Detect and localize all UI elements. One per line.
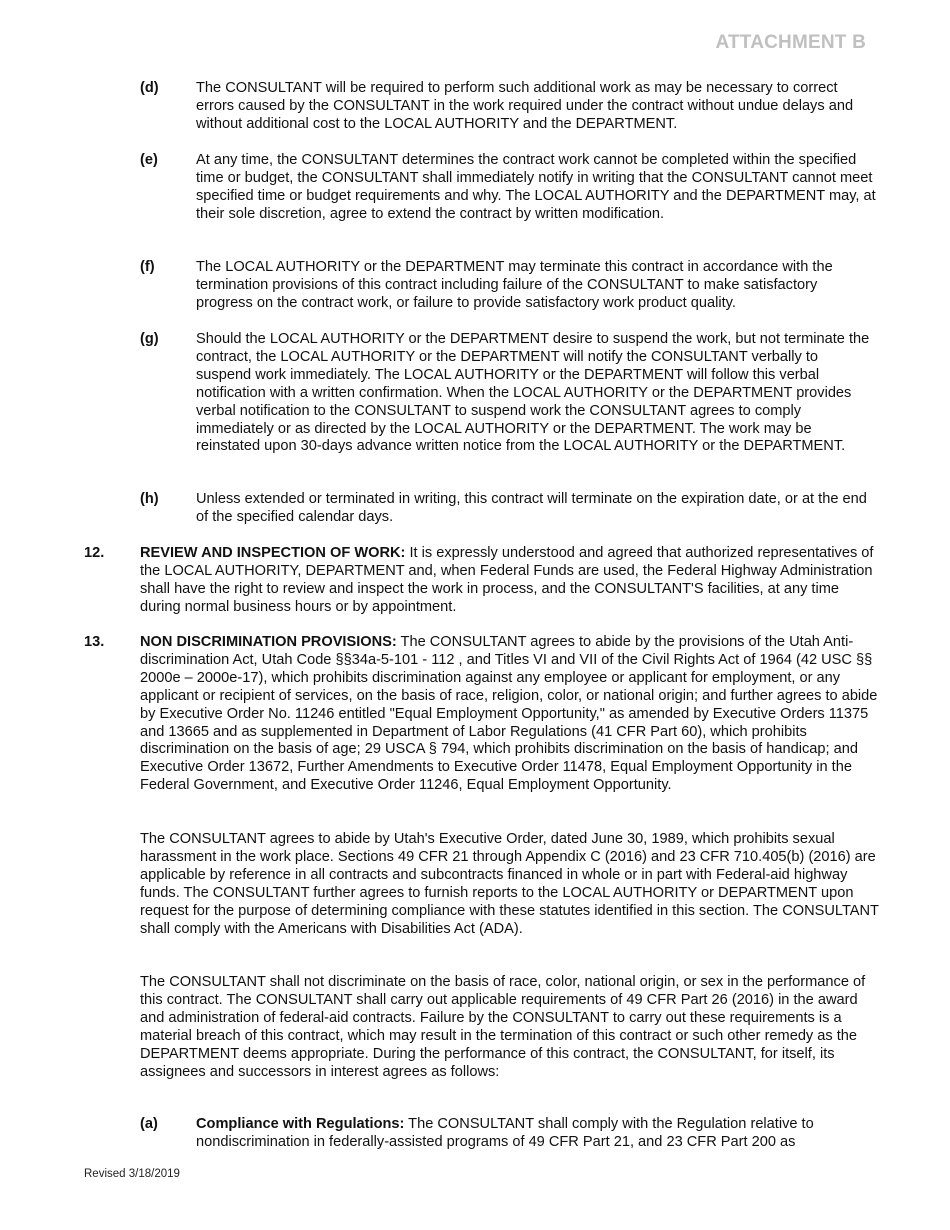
clause-label: (f): [140, 259, 155, 275]
section-number: 12.: [84, 545, 105, 561]
clause-text: The CONSULTANT will be required to perform such additional work as may be necessary to correct errors caused by the CONSULTANT in the work required under the contract without undue delays and without additional cost to the LOCAL AUTHORITY and the DEPARTMENT.: [196, 80, 854, 132]
clause-label: (e): [140, 152, 158, 168]
clause-text: [196, 1116, 876, 1152]
section-number: 13.: [84, 634, 105, 650]
revision-date: Revised 3/18/2019: [84, 1168, 180, 1180]
clause-text: The LOCAL AUTHORITY or the DEPARTMENT may terminate this contract in accordance with the termination provisions of this contract including failure of the CONSULTANT to make satisfactory progress on the contract work, or failure to provide satisfactory work product quality.: [196, 259, 833, 311]
section-text: It is expressly understood and agreed that authorized representatives of the LOCAL AUTHORITY, DEPARTMENT and, when Federal Funds are used, the Federal Highway Administration shall have the right to review and inspect the work in process, and the CONSULTANT'S facilities, at any time during normal business hours or by appointment.: [140, 545, 874, 615]
section-body: [140, 545, 880, 617]
section-heading: NON DISCRIMINATION PROVISIONS:: [140, 634, 397, 650]
clause-text: Unless extended or terminated in writing, this contract will terminate on the expiration date, or at the end of the specified calendar days.: [196, 491, 867, 525]
attachment-label: ATTACHMENT B: [715, 32, 866, 53]
clause-heading: Compliance with Regulations:: [196, 1116, 405, 1132]
clause-label: (a): [140, 1116, 158, 1132]
clause-label: (d): [140, 80, 159, 96]
clause-label: (h): [140, 491, 159, 507]
section-body: [140, 634, 880, 795]
section-text: The CONSULTANT agrees to abide by the provisions of the Utah Anti-discrimination Act, Utah Code §§34a-5-101 - 112 , and Titles VI and VII of the Civil Rights Act of 1964 (42 USC §§ 2000e – 2000e-17), which prohibits discrimination against any employee or applicant for employment, or any applicant or recipient of services, on the basis of race, religion, color, or national origin; and further agrees to abide by Executive Order No. 11246 entitled "Equal Employment Opportunity," as amended by Executive Orders 11375 and 13665 and as supplemented in Department of Labor Regulations (41 CFR Part 60), which prohibits discrimination on the basis of age; 29 USCA § 794, which prohibits discrimination on the basis of handicap; and Executive Order 13672, Further Amendments to Executive Order 11478, Equal Employment Opportunity in the Federal Government, and Executive Order 11246, Equal Employment Opportunity.: [140, 634, 878, 794]
section-13-paragraph-2: The CONSULTANT agrees to abide by Utah's Executive Order, dated June 30, 1989, which prohibits sexual harassment in the work place. Sections 49 CFR 21 through Appendix C (2016) and 23 CFR 710.405(b) (2016) are applicable by reference in all contracts and subcontracts financed in whole or in part with Federal-aid highway funds. The CONSULTANT further agrees to furnish reports to the LOCAL AUTHORITY or DEPARTMENT upon request for the purpose of determining compliance with these statutes identified in this section. The CONSULTANT shall comply with the Americans with Disabilities Act (ADA).: [140, 831, 879, 937]
clause-label: (g): [140, 331, 159, 347]
section-heading: REVIEW AND INSPECTION OF WORK:: [140, 545, 406, 561]
section-13-paragraph-3: The CONSULTANT shall not discriminate on the basis of race, color, national origin, or sex in the performance of this contract. The CONSULTANT shall carry out applicable requirements of 49 CFR Part 26 (2016) in the award and administration of federal-aid contracts. Failure by the CONSULTANT to carry out these requirements is a material breach of this contract, which may result in the termination of this contract or such other remedy as the DEPARTMENT deems appropriate. During the performance of this contract, the CONSULTANT, for itself, its assignees and successors in interest agrees as follows:: [140, 974, 866, 1080]
clause-body: The CONSULTANT shall comply with the Regulation relative to nondiscrimination in federally-assisted programs of 49 CFR Part 21, and 23 CFR Part 200 as: [196, 1116, 814, 1150]
clause-text: Should the LOCAL AUTHORITY or the DEPARTMENT desire to suspend the work, but not terminate the contract, the LOCAL AUTHORITY or the DEPARTMENT will notify the CONSULTANT verbally to suspend work immediately. The LOCAL AUTHORITY or the DEPARTMENT will follow this verbal notification with a written confirmation. When the LOCAL AUTHORITY or the DEPARTMENT provides verbal notification to the CONSULTANT to suspend work the CONSULTANT agrees to comply immediately or as directed by the LOCAL AUTHORITY or the DEPARTMENT. The work may be reinstated upon 30-days advance written notice from the LOCAL AUTHORITY or the DEPARTMENT.: [196, 331, 870, 455]
clause-text: At any time, the CONSULTANT determines the contract work cannot be completed within the specified time or budget, the CONSULTANT shall immediately notify in writing that the CONSULTANT cannot meet specified time or budget requirements and why. The LOCAL AUTHORITY and the DEPARTMENT may, at their sole discretion, agree to extend the contract by written modification.: [196, 152, 876, 222]
